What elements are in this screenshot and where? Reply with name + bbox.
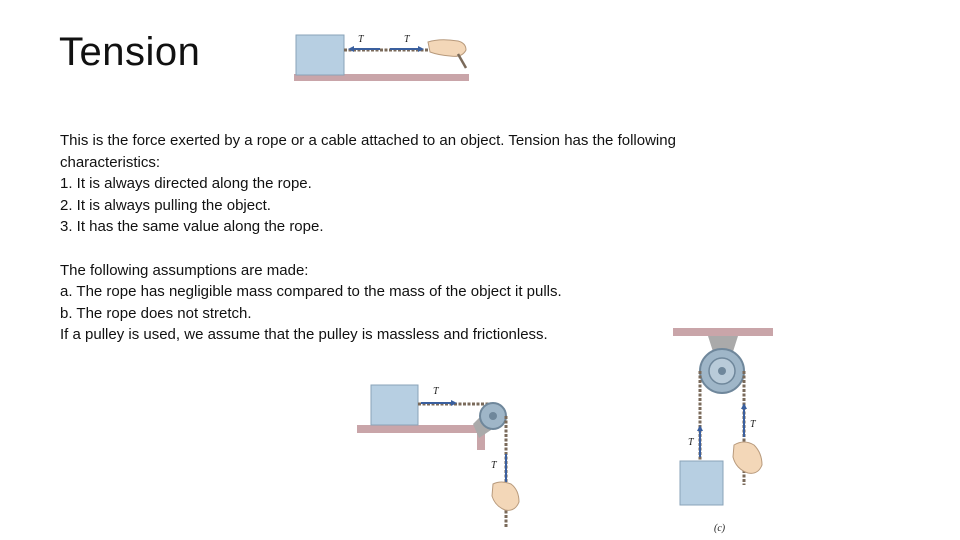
block xyxy=(296,35,344,75)
figure-hanging-block-pulley xyxy=(670,325,780,537)
ceiling xyxy=(673,328,773,336)
tension-label: T xyxy=(750,419,756,430)
hand-icon xyxy=(428,40,466,57)
tension-label: T xyxy=(433,386,439,397)
slide-title: Tension xyxy=(59,30,201,74)
hand-icon xyxy=(733,442,762,473)
assumptions-intro: The following assumptions are made: xyxy=(60,261,309,279)
tension-arrow-up-right xyxy=(741,403,747,437)
characteristic-item: 3. It has the same value along the rope. xyxy=(60,218,324,236)
body-text xyxy=(60,130,780,346)
hand-icon xyxy=(492,482,519,510)
tension-label: T xyxy=(491,460,497,471)
tension-arrow-up-left xyxy=(697,425,703,457)
tension-label: T xyxy=(358,34,364,45)
characteristic-item: 1. It is always directed along the rope. xyxy=(60,175,312,193)
tension-label: T xyxy=(404,34,410,45)
characteristic-item: 2. It is always pulling the object. xyxy=(60,196,271,214)
rope-end xyxy=(458,54,466,68)
figure-caption: (c) xyxy=(714,523,726,534)
tension-label: T xyxy=(688,437,694,448)
figure-block-over-table-pulley xyxy=(355,380,530,532)
figure-block-pulled-by-hand xyxy=(290,30,475,86)
assumption-item: b. The rope does not stretch. xyxy=(60,304,252,322)
block xyxy=(371,385,418,425)
hanging-block xyxy=(680,461,723,505)
assumption-item: a. The rope has negligible mass compared to the mass of the object it pulls. xyxy=(60,283,562,301)
pulley-assumption: If a pulley is used, we assume that the pulley is massless and frictionless. xyxy=(60,326,548,344)
table-top xyxy=(357,425,485,433)
paragraph-intro: This is the force exerted by a rope or a cable attached to an object. Tension has the following characteristics: xyxy=(60,132,676,171)
